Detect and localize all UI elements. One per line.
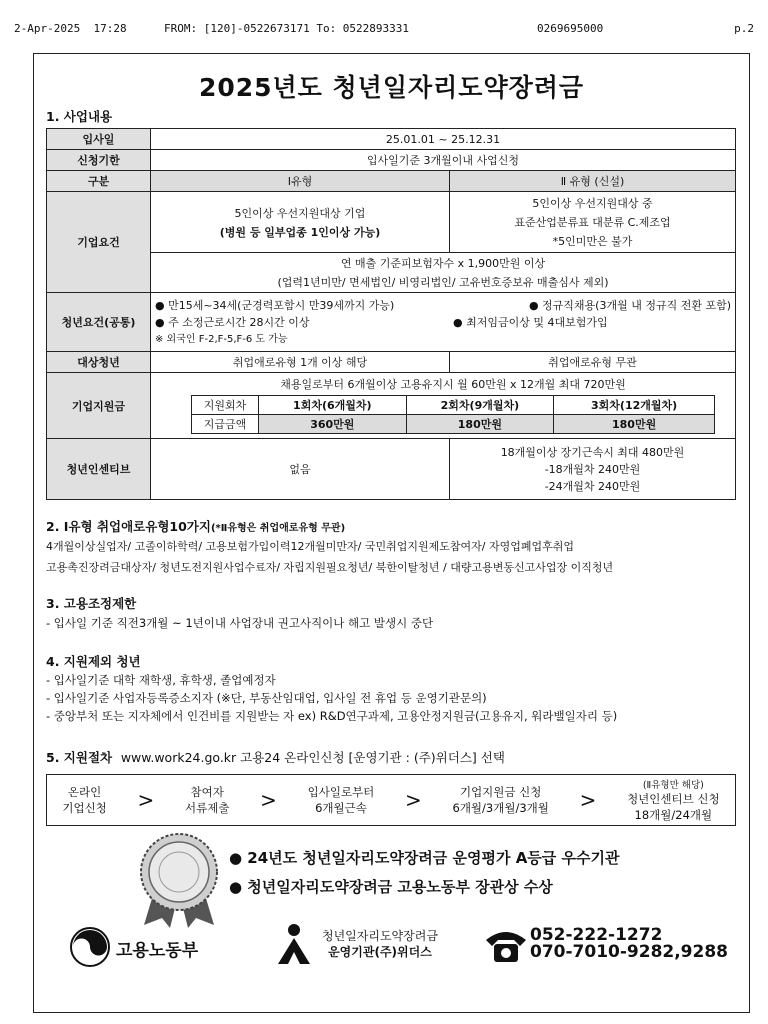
step-arrow: > (260, 788, 277, 812)
award-line1: ● 24년도 청년일자리도약장려금 운영평가 A등급 우수기관 (229, 849, 620, 867)
section2-heading-wrap (46, 517, 345, 535)
fax-from-to: FROM: [120]-0522673171 To: 0522893331 (164, 22, 410, 35)
company2-cell (450, 192, 736, 253)
youth-req-foreign: ※ 외국인 F-2,F-5,F-6 도 가능 (155, 333, 288, 345)
section3-line1: - 입사일 기준 직전3개월 ~ 1년이내 사업장내 권고사직이나 해고 발생시 중단 (46, 616, 434, 630)
award-line2: ● 청년일자리도약장려금 고용노동부 장관상 수상 (229, 878, 553, 896)
section4-line2: - 입사일기준 사업자등록증소지자 (※단, 부동산임대업, 입사일 전 휴업 등 운영기관문의) (46, 691, 487, 705)
target-label: 대상청년 (47, 352, 151, 373)
org-line2: 운영기관(주)위더스 (328, 945, 432, 959)
section2-body (46, 538, 613, 577)
step-5: (Ⅱ유형만 해당) 청년인센티브 신청 18개월/24개월 (627, 780, 720, 822)
type1-header: Ⅰ유형 (151, 171, 450, 192)
amount-3: 180만원 (554, 415, 715, 434)
award-medal-icon (134, 830, 224, 930)
phone-1: 052-222-1272 (530, 925, 663, 945)
incentive1-value: 없음 (151, 439, 450, 500)
company1-cell (151, 192, 450, 253)
youth-req-wage: ● 최저임금이상 및 4대보험가입 (453, 315, 608, 329)
step-3: 입사일로부터 6개월근속 (307, 785, 375, 815)
company2-line3: *5인미만은 불가 (552, 235, 633, 248)
step-arrow: > (405, 788, 422, 812)
fax-code: 0269695000 (537, 22, 604, 35)
section4-heading: 4. 지원제외 청년 (46, 654, 141, 669)
amount-1: 360만원 (259, 415, 407, 434)
company-common-line1: 연 매출 기준피보험자수 x 1,900만원 이상 (340, 257, 546, 270)
support-cell (151, 373, 736, 439)
target2-value: 취업애로유형 무관 (450, 352, 736, 373)
step-1: 온라인 기업신청 (62, 785, 107, 815)
fax-header (14, 22, 754, 35)
section5-heading-wrap (46, 748, 505, 766)
youth-cell (151, 293, 736, 352)
youth-label: 청년요건(공통) (47, 293, 151, 352)
section5-heading: 5. 지원절차 (46, 750, 113, 765)
incentive2-line3: -24개월차 240만원 (544, 479, 641, 493)
incentive2-cell (450, 439, 736, 500)
phone-numbers (530, 927, 728, 961)
org-name (322, 928, 438, 960)
company1-line1: 5인이상 우선지원대상 기업 (234, 206, 366, 220)
ministry-name: 고용노동부 (116, 941, 199, 961)
youth-req-hours: ● 주 소정근로시간 28시간 이상 (155, 315, 310, 329)
step-2: 참여자 서류제출 (185, 785, 230, 815)
support-desc: 채용일로부터 6개월이상 고용유지시 월 60만원 x 12개월 최대 720만원 (280, 378, 626, 391)
section4-body (46, 671, 617, 725)
section4-line3: - 중앙부처 또는 지자체에서 인건비를 지원받는 자 ex) R&D연구과제, 고용안정지원금(고용유지, 워라밸일자리 등) (46, 709, 618, 723)
amount-2: 180만원 (406, 415, 554, 434)
section2-line2: 고용촉진장려금대상자/ 청년도전지원사업수료자/ 자립지원필요청년/ 북한이탈청년 / 대량고용변동신고사업장 이직청년 (46, 561, 614, 574)
step-arrow: > (137, 788, 155, 812)
section2-line1: 4개월이상실업자/ 고졸이하학력/ 고용보험가입이력12개월미만자/ 국민취업지원제도참여자/ 자영업폐업후취업 (46, 540, 574, 553)
phone-2: 070-7010-9282,9288 (530, 942, 728, 962)
target1-value: 취업애로유형 1개 이상 해당 (151, 352, 450, 373)
section4-line1: - 입사일기준 대학 재학생, 휴학생, 졸업예정자 (46, 673, 276, 687)
step-4: 기업지원금 신청 6개월/3개월/3개월 (452, 785, 549, 815)
deadline-value: 입사일기준 3개월이내 사업신청 (151, 150, 736, 171)
youth-req-age: ● 만15세~34세(군경력포함시 만39세까지 가능) (155, 298, 395, 312)
support-label: 기업지원금 (47, 373, 151, 439)
org-line1: 청년일자리도약장려금 (322, 929, 438, 943)
document-frame (33, 53, 750, 1013)
support-rounds-table (191, 395, 715, 434)
ipsail-label: 입사일 (47, 129, 151, 150)
incentive2-line2: -18개월차 240만원 (544, 462, 641, 476)
org-logo-icon (274, 922, 314, 966)
page-title: 2025년도 청년일자리도약장려금 (198, 73, 585, 102)
section1-heading: 1. 사업내용 (46, 109, 113, 124)
phone-icon (484, 928, 528, 964)
section3-heading: 3. 고용조정제한 (46, 596, 137, 611)
deadline-label: 신청기한 (47, 150, 151, 171)
company-label: 기업요건 (47, 192, 151, 293)
ipsail-value: 25.01.01 ~ 25.12.31 (151, 129, 736, 150)
company-common-line2: (업력1년미만/ 면세법인/ 비영리법인/ 고유번호증보유 매출심사 제외) (277, 276, 609, 289)
company1-line2: (병원 등 일부업종 1인이상 가능) (219, 225, 381, 239)
youth-req-regular: ● 정규직채용(3개월 내 정규직 전환 포함) (528, 298, 731, 312)
section2-note: (*Ⅱ유형은 취업애로유형 무관) (210, 523, 346, 534)
company2-line1: 5인이상 우선지원대상 중 (532, 197, 653, 210)
round-1: 1회차(6개월차) (259, 396, 407, 415)
ministry-logo-icon (69, 926, 111, 968)
support-round-label: 지원회차 (192, 396, 259, 415)
incentive-label: 청년인센티브 (47, 439, 151, 500)
company2-line2: 표준산업분류표 대분류 C.제조업 (514, 216, 671, 229)
type-label: 구분 (47, 171, 151, 192)
section5-detail: www.work24.go.kr 고용24 온라인신청 [운영기관 : (주)위더스] 선택 (120, 750, 505, 765)
incentive2-line1: 18개월이상 장기근속시 최대 480만원 (500, 445, 685, 459)
company-common-cell (151, 253, 736, 293)
round-2: 2회차(9개월차) (406, 396, 554, 415)
round-3: 3회차(12개월차) (554, 396, 715, 415)
fax-page: p.2 (734, 22, 754, 35)
fax-date: 2-Apr-2025 17:28 (14, 22, 127, 35)
process-steps (46, 774, 736, 826)
program-table (46, 128, 736, 500)
type2-header: Ⅱ 유형 (신설) (450, 171, 736, 192)
section2-heading: 2. Ⅰ유형 취업애로유형10가지 (46, 519, 211, 534)
support-amount-label: 지급금액 (192, 415, 259, 434)
step-arrow: > (579, 788, 597, 812)
